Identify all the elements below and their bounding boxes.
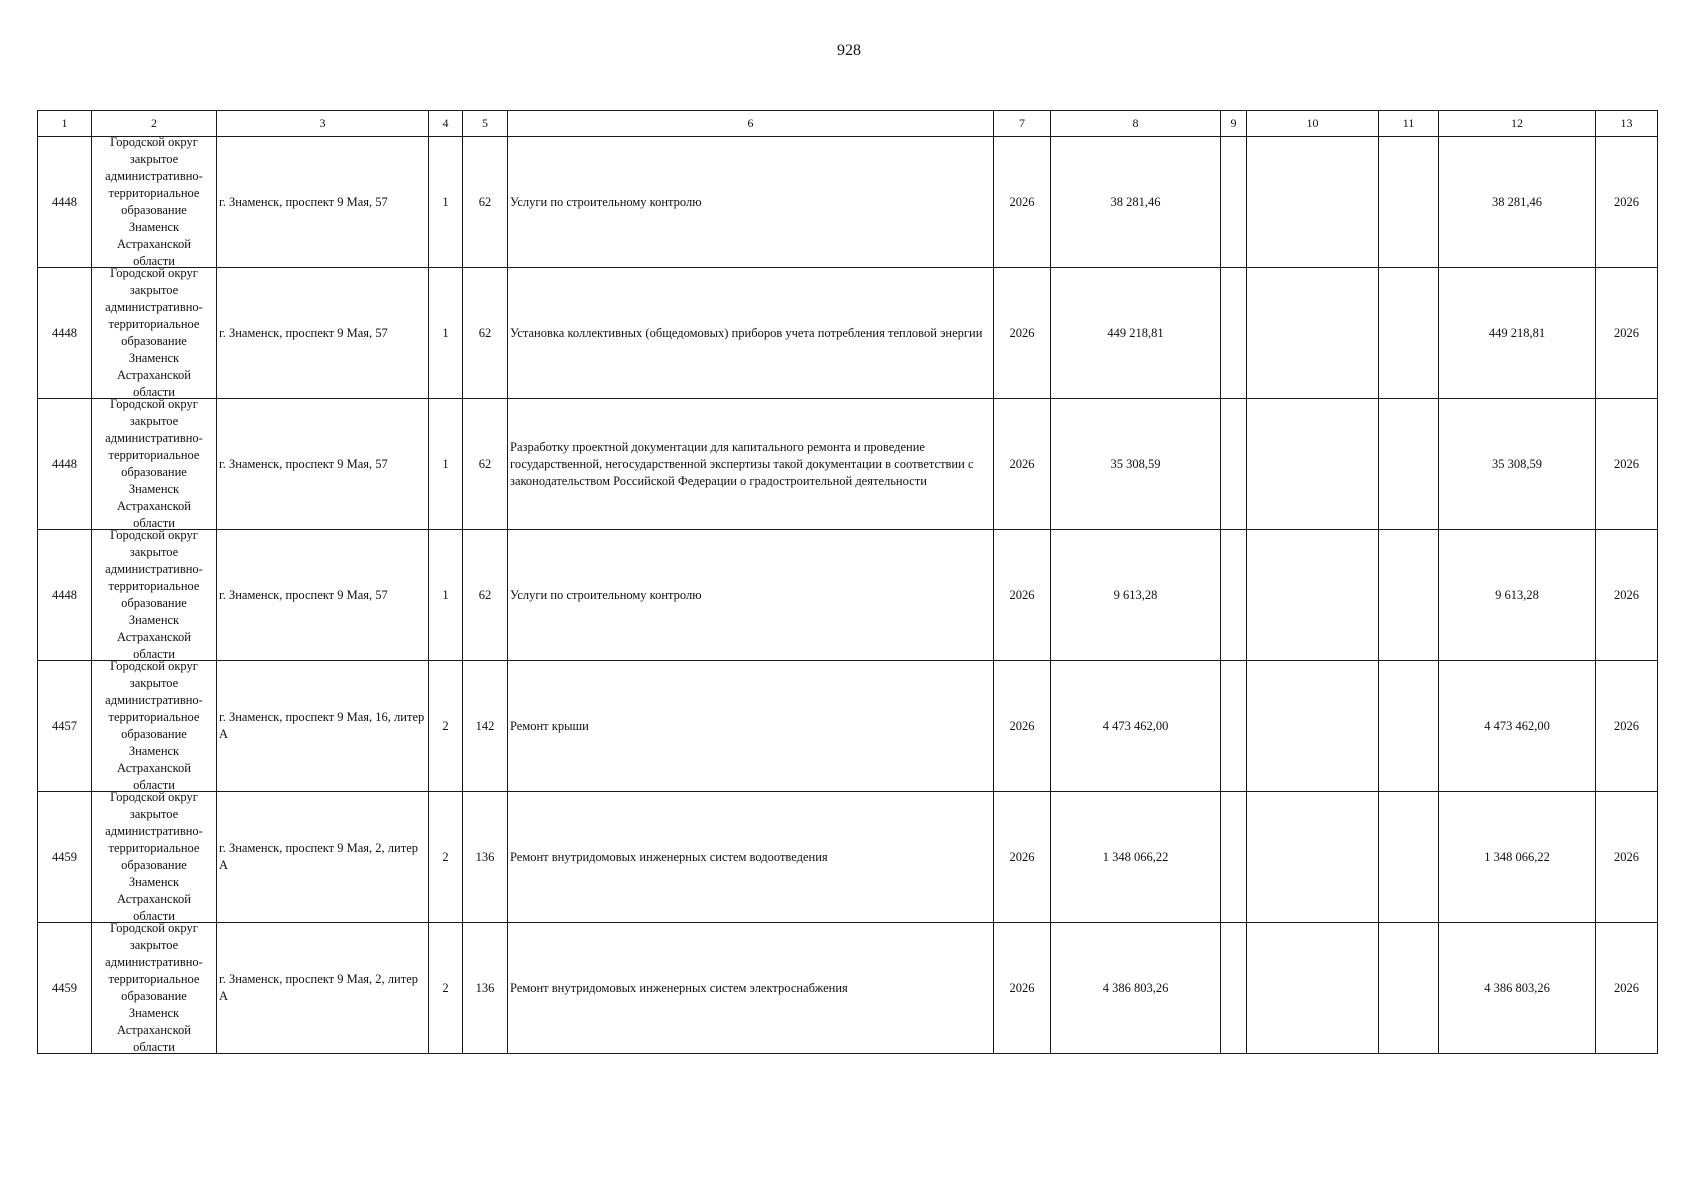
row-id-cell: 4459 <box>38 923 92 1054</box>
work-type-cell: Установка коллективных (общедомовых) приборов учета потребления тепловой энергии <box>508 268 994 399</box>
col5-cell: 62 <box>463 137 508 268</box>
capital-repair-table <box>37 110 1658 1054</box>
table-row <box>38 923 1658 1054</box>
municipality-line: Знаменск <box>128 744 180 758</box>
municipality-cell <box>92 137 217 268</box>
municipality-text <box>92 530 216 660</box>
municipality-line: образование <box>121 596 187 610</box>
col13-year-cell: 2026 <box>1596 792 1658 923</box>
municipality-line: территориальное <box>108 448 200 462</box>
column-header-11: 11 <box>1379 111 1439 137</box>
table-row <box>38 399 1658 530</box>
table-row <box>38 530 1658 661</box>
row-id-cell: 4448 <box>38 137 92 268</box>
address-cell: г. Знаменск, проспект 9 Мая, 2, литер А <box>217 923 429 1054</box>
column-header-3: 3 <box>217 111 429 137</box>
col9-cell <box>1221 268 1247 399</box>
municipality-line: закрытое <box>129 283 179 297</box>
table-row <box>38 137 1658 268</box>
municipality-line: закрытое <box>129 152 179 166</box>
total-cost-cell: 4 386 803,26 <box>1051 923 1221 1054</box>
address-cell: г. Знаменск, проспект 9 Мая, 57 <box>217 530 429 661</box>
header-row <box>38 111 1658 137</box>
municipality-line: Астраханской <box>117 630 191 644</box>
municipality-line: Городской округ <box>110 137 198 149</box>
col13-year-cell: 2026 <box>1596 268 1658 399</box>
work-type-cell: Услуги по строительному контролю <box>508 530 994 661</box>
col4-cell: 2 <box>429 792 463 923</box>
municipality-line: административно- <box>105 300 203 314</box>
col4-cell: 1 <box>429 530 463 661</box>
municipality-cell <box>92 792 217 923</box>
municipality-line: Знаменск <box>128 1006 180 1020</box>
municipality-line: закрытое <box>129 545 179 559</box>
table-row <box>38 268 1658 399</box>
municipality-line: области <box>133 1040 175 1053</box>
col10-cell <box>1247 399 1379 530</box>
col5-cell: 136 <box>463 923 508 1054</box>
col13-year-cell: 2026 <box>1596 137 1658 268</box>
year-cell: 2026 <box>994 661 1051 792</box>
municipality-line: Городской округ <box>110 792 198 804</box>
total-cost-cell: 38 281,46 <box>1051 137 1221 268</box>
table-body <box>38 137 1658 1054</box>
address-cell: г. Знаменск, проспект 9 Мая, 16, литер А <box>217 661 429 792</box>
col10-cell <box>1247 268 1379 399</box>
municipality-line: области <box>133 647 175 660</box>
municipality-text <box>92 792 216 922</box>
col4-cell: 2 <box>429 923 463 1054</box>
municipality-cell <box>92 268 217 399</box>
col10-cell <box>1247 661 1379 792</box>
column-header-7: 7 <box>994 111 1051 137</box>
column-header-10: 10 <box>1247 111 1379 137</box>
municipality-line: области <box>133 909 175 922</box>
municipality-line: области <box>133 516 175 529</box>
col10-cell <box>1247 923 1379 1054</box>
table-row <box>38 661 1658 792</box>
year-cell: 2026 <box>994 792 1051 923</box>
municipality-text <box>92 923 216 1053</box>
year-cell: 2026 <box>994 268 1051 399</box>
col9-cell <box>1221 792 1247 923</box>
municipality-line: Астраханской <box>117 761 191 775</box>
address-cell: г. Знаменск, проспект 9 Мая, 2, литер А <box>217 792 429 923</box>
municipality-line: территориальное <box>108 972 200 986</box>
municipality-line: административно- <box>105 693 203 707</box>
municipality-line: Знаменск <box>128 613 180 627</box>
municipality-line: Знаменск <box>128 351 180 365</box>
municipality-line: Знаменск <box>128 482 180 496</box>
municipality-cell <box>92 661 217 792</box>
col4-cell: 2 <box>429 661 463 792</box>
municipality-line: Городской округ <box>110 268 198 280</box>
municipality-line: образование <box>121 465 187 479</box>
col10-cell <box>1247 530 1379 661</box>
col12-cost-cell: 4 473 462,00 <box>1439 661 1596 792</box>
col13-year-cell: 2026 <box>1596 923 1658 1054</box>
municipality-line: образование <box>121 858 187 872</box>
col12-cost-cell: 35 308,59 <box>1439 399 1596 530</box>
total-cost-cell: 1 348 066,22 <box>1051 792 1221 923</box>
year-cell: 2026 <box>994 530 1051 661</box>
row-id-cell: 4459 <box>38 792 92 923</box>
address-cell: г. Знаменск, проспект 9 Мая, 57 <box>217 399 429 530</box>
municipality-line: образование <box>121 727 187 741</box>
page-number: 928 <box>837 42 861 59</box>
col13-year-cell: 2026 <box>1596 661 1658 792</box>
municipality-line: территориальное <box>108 186 200 200</box>
column-header-9: 9 <box>1221 111 1247 137</box>
municipality-text <box>92 268 216 398</box>
column-header-8: 8 <box>1051 111 1221 137</box>
col12-cost-cell: 4 386 803,26 <box>1439 923 1596 1054</box>
col9-cell <box>1221 137 1247 268</box>
col12-cost-cell: 38 281,46 <box>1439 137 1596 268</box>
column-header-12: 12 <box>1439 111 1596 137</box>
municipality-line: Астраханской <box>117 368 191 382</box>
col11-cell <box>1379 923 1439 1054</box>
row-id-cell: 4448 <box>38 268 92 399</box>
municipality-line: административно- <box>105 562 203 576</box>
work-type-cell: Ремонт крыши <box>508 661 994 792</box>
column-header-13: 13 <box>1596 111 1658 137</box>
col13-year-cell: 2026 <box>1596 530 1658 661</box>
column-header-5: 5 <box>463 111 508 137</box>
col5-cell: 62 <box>463 399 508 530</box>
total-cost-cell: 4 473 462,00 <box>1051 661 1221 792</box>
column-header-4: 4 <box>429 111 463 137</box>
municipality-line: области <box>133 778 175 791</box>
municipality-line: области <box>133 385 175 398</box>
total-cost-cell: 9 613,28 <box>1051 530 1221 661</box>
municipality-line: области <box>133 254 175 267</box>
municipality-line: Астраханской <box>117 892 191 906</box>
address-cell: г. Знаменск, проспект 9 Мая, 57 <box>217 137 429 268</box>
col10-cell <box>1247 792 1379 923</box>
municipality-line: административно- <box>105 169 203 183</box>
municipality-line: административно- <box>105 431 203 445</box>
municipality-line: Астраханской <box>117 499 191 513</box>
total-cost-cell: 449 218,81 <box>1051 268 1221 399</box>
year-cell: 2026 <box>994 137 1051 268</box>
table-row <box>38 792 1658 923</box>
col11-cell <box>1379 268 1439 399</box>
municipality-line: территориальное <box>108 579 200 593</box>
row-id-cell: 4448 <box>38 399 92 530</box>
work-type-cell: Ремонт внутридомовых инженерных систем электроснабжения <box>508 923 994 1054</box>
municipality-line: Городской округ <box>110 399 198 411</box>
col11-cell <box>1379 137 1439 268</box>
col5-cell: 136 <box>463 792 508 923</box>
municipality-line: закрытое <box>129 676 179 690</box>
col9-cell <box>1221 661 1247 792</box>
municipality-cell <box>92 530 217 661</box>
row-id-cell: 4457 <box>38 661 92 792</box>
municipality-line: административно- <box>105 824 203 838</box>
table-header <box>38 111 1658 137</box>
col12-cost-cell: 1 348 066,22 <box>1439 792 1596 923</box>
col5-cell: 142 <box>463 661 508 792</box>
work-type-cell: Разработку проектной документации для капитального ремонта и проведение государственной, негосударственной экспертизы такой документации в соответствии с законодательством Российской Федерации о градостроительной деятельности <box>508 399 994 530</box>
municipality-cell <box>92 923 217 1054</box>
year-cell: 2026 <box>994 923 1051 1054</box>
col12-cost-cell: 9 613,28 <box>1439 530 1596 661</box>
col13-year-cell: 2026 <box>1596 399 1658 530</box>
municipality-line: территориальное <box>108 317 200 331</box>
municipality-text <box>92 661 216 791</box>
address-cell: г. Знаменск, проспект 9 Мая, 57 <box>217 268 429 399</box>
year-cell: 2026 <box>994 399 1051 530</box>
municipality-line: образование <box>121 203 187 217</box>
municipality-line: территориальное <box>108 841 200 855</box>
col9-cell <box>1221 923 1247 1054</box>
total-cost-cell: 35 308,59 <box>1051 399 1221 530</box>
municipality-line: Знаменск <box>128 875 180 889</box>
col4-cell: 1 <box>429 268 463 399</box>
work-type-cell: Ремонт внутридомовых инженерных систем водоотведения <box>508 792 994 923</box>
col11-cell <box>1379 792 1439 923</box>
municipality-line: Астраханской <box>117 1023 191 1037</box>
column-header-1: 1 <box>38 111 92 137</box>
col5-cell: 62 <box>463 268 508 399</box>
municipality-line: Астраханской <box>117 237 191 251</box>
municipality-line: закрытое <box>129 938 179 952</box>
municipality-line: Знаменск <box>128 220 180 234</box>
col10-cell <box>1247 137 1379 268</box>
municipality-line: образование <box>121 989 187 1003</box>
col11-cell <box>1379 530 1439 661</box>
municipality-line: территориальное <box>108 710 200 724</box>
col11-cell <box>1379 399 1439 530</box>
municipality-line: Городской округ <box>110 530 198 542</box>
work-type-cell: Услуги по строительному контролю <box>508 137 994 268</box>
municipality-line: закрытое <box>129 807 179 821</box>
column-header-2: 2 <box>92 111 217 137</box>
row-id-cell: 4448 <box>38 530 92 661</box>
col9-cell <box>1221 399 1247 530</box>
municipality-line: закрытое <box>129 414 179 428</box>
municipality-text <box>92 137 216 267</box>
municipality-cell <box>92 399 217 530</box>
col11-cell <box>1379 661 1439 792</box>
municipality-line: административно- <box>105 955 203 969</box>
col4-cell: 1 <box>429 137 463 268</box>
municipality-line: Городской округ <box>110 661 198 673</box>
municipality-line: образование <box>121 334 187 348</box>
col12-cost-cell: 449 218,81 <box>1439 268 1596 399</box>
col9-cell <box>1221 530 1247 661</box>
col5-cell: 62 <box>463 530 508 661</box>
municipality-line: Городской округ <box>110 923 198 935</box>
col4-cell: 1 <box>429 399 463 530</box>
municipality-text <box>92 399 216 529</box>
column-header-6: 6 <box>508 111 994 137</box>
